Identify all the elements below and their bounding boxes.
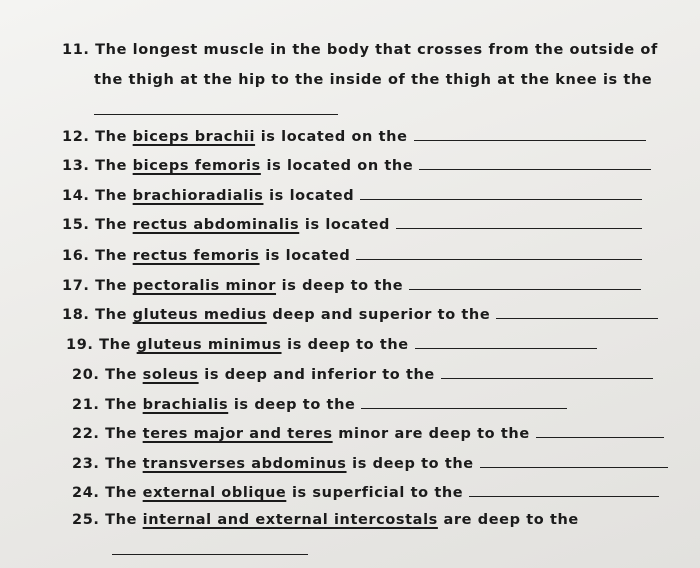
answer-blank-18[interactable]	[496, 317, 658, 319]
question-text: The	[105, 456, 143, 472]
muscle-term: transverses abdominus	[142, 456, 347, 472]
question-text: The	[95, 217, 133, 233]
question-number: 14.	[62, 188, 90, 204]
question-17	[62, 278, 641, 294]
question-number: 23.	[72, 456, 100, 472]
answer-blank-16[interactable]	[356, 258, 642, 260]
question-19	[66, 337, 597, 353]
question-number: 21.	[72, 397, 100, 413]
question-text: The	[105, 485, 143, 501]
muscle-term: teres major and teres	[142, 426, 333, 442]
answer-blank-21[interactable]	[361, 407, 567, 409]
question-text: is deep to the	[346, 456, 474, 472]
answer-blank-13[interactable]	[419, 168, 651, 170]
question-text: is deep to the	[228, 397, 356, 413]
question-11-line-1	[62, 42, 658, 58]
question-text: The	[105, 426, 143, 442]
muscle-term: gluteus medius	[132, 307, 267, 323]
question-text: The	[95, 278, 133, 294]
question-18	[62, 307, 658, 323]
question-text: The	[105, 512, 143, 528]
question-15	[62, 217, 642, 233]
question-16	[62, 248, 642, 264]
question-23	[72, 456, 668, 472]
answer-blank-14[interactable]	[360, 198, 642, 200]
question-text: minor are deep to the	[332, 426, 530, 442]
muscle-term: gluteus minimus	[136, 337, 282, 353]
question-text: deep and superior to the	[266, 307, 491, 323]
muscle-term: biceps femoris	[132, 158, 261, 174]
question-text: The	[95, 158, 133, 174]
question-text: is located	[263, 188, 355, 204]
question-number: 24.	[72, 485, 100, 501]
question-11-line-2	[94, 72, 652, 88]
answer-blank-25[interactable]	[112, 553, 308, 555]
question-text: The longest muscle in the body that crosses from the outside of	[95, 42, 658, 58]
question-22	[72, 426, 664, 442]
muscle-term: rectus femoris	[132, 248, 260, 264]
muscle-term: brachialis	[142, 397, 229, 413]
question-number: 19.	[66, 337, 94, 353]
question-number: 18.	[62, 307, 90, 323]
answer-blank-11[interactable]	[94, 113, 338, 115]
question-text: The	[105, 367, 143, 383]
muscle-term: external oblique	[142, 485, 287, 501]
answer-blank-19[interactable]	[415, 347, 597, 349]
question-text: is located	[299, 217, 390, 233]
muscle-term: internal and external intercostals	[142, 512, 438, 528]
question-text: is deep to the	[281, 337, 409, 353]
question-number: 22.	[72, 426, 100, 442]
question-20	[72, 367, 653, 383]
question-text: are deep to the	[437, 512, 579, 528]
muscle-term: brachioradialis	[132, 188, 264, 204]
answer-blank-20[interactable]	[441, 377, 653, 379]
question-number: 20.	[72, 367, 100, 383]
question-text: The	[95, 248, 133, 264]
question-text: is superficial to the	[286, 485, 464, 501]
question-text: is located on the	[255, 129, 408, 145]
answer-blank-15[interactable]	[396, 227, 642, 229]
question-text: The	[95, 188, 133, 204]
question-text: the thigh at the hip to the inside of the thigh at the knee is the	[94, 72, 653, 88]
question-number: 16.	[62, 248, 90, 264]
question-text: The	[105, 397, 143, 413]
question-number: 25.	[72, 512, 100, 528]
question-number: 11.	[62, 42, 90, 58]
question-number: 15.	[62, 217, 90, 233]
question-text: is located	[259, 248, 351, 264]
question-text: is deep to the	[276, 278, 404, 294]
question-number: 13.	[62, 158, 90, 174]
question-text: The	[95, 307, 133, 323]
muscle-term: soleus	[142, 367, 199, 383]
question-text: The	[95, 129, 133, 145]
answer-blank-17[interactable]	[409, 288, 641, 290]
question-text: The	[99, 337, 137, 353]
answer-blank-22[interactable]	[536, 436, 664, 438]
answer-blank-23[interactable]	[480, 466, 668, 468]
answer-blank-24[interactable]	[469, 495, 659, 497]
question-text: is located on the	[260, 158, 414, 174]
muscle-term: rectus abdominalis	[132, 217, 300, 233]
question-number: 17.	[62, 278, 90, 294]
question-number: 12.	[62, 129, 90, 145]
question-24	[72, 485, 659, 501]
question-25	[72, 512, 579, 528]
question-13	[62, 158, 651, 174]
muscle-term: pectoralis minor	[132, 278, 277, 294]
question-text: is deep and inferior to the	[198, 367, 435, 383]
answer-blank-12[interactable]	[414, 139, 646, 141]
question-21	[72, 397, 567, 413]
question-14	[62, 188, 642, 204]
muscle-term: biceps brachii	[132, 129, 256, 145]
question-12	[62, 129, 646, 145]
